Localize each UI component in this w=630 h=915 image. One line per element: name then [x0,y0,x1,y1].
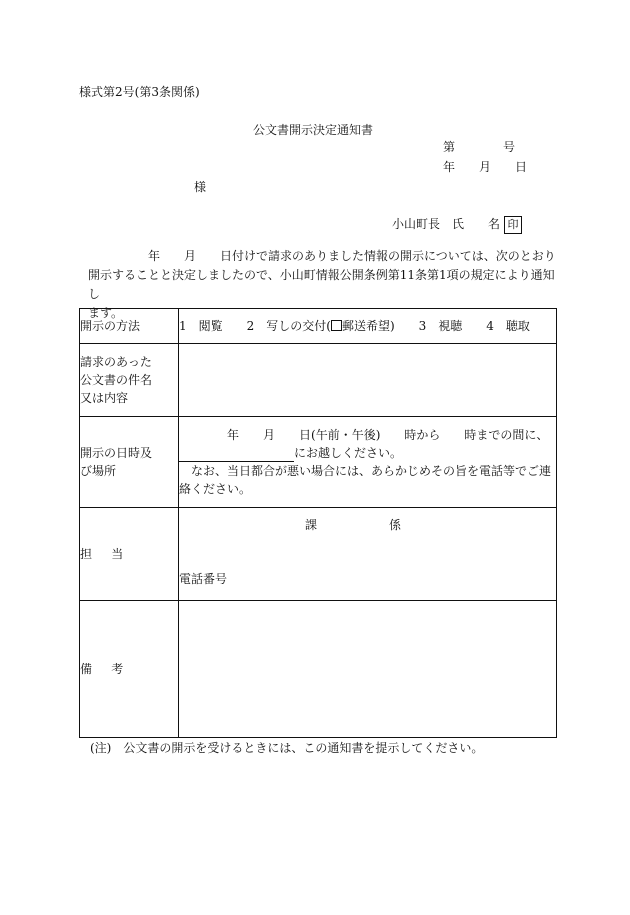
body-year: 年 [148,249,161,263]
addressee-line: 様 [194,180,207,194]
body-month: 月 [184,249,197,263]
method-option-watch: 3 視聴 [418,319,463,333]
row-remarks [80,601,557,738]
label-contact: 担当 [80,508,179,601]
disclosure-form-table [79,308,557,738]
body-line2: 開示することと決定しましたので、小山町情報公開条例第11条第1項の規定により通知し [88,268,555,301]
number-go: 号 [503,140,516,154]
row-disclosure-method [80,309,557,344]
form-number: 様式第2号(第3条関係) [79,85,200,99]
sender-shi: 氏 [452,217,465,231]
document-title: 公文書開示決定通知書 [253,123,374,137]
date-month-label: 月 [479,160,492,174]
row-disclosure-datetime [80,417,557,508]
value-disclosure-datetime: 年 月 日(午前・午後) 時から 時までの間に、 にお越しください。 なお、当日都合が悪い場合には、あらかじめその旨を電話等でご連 絡ください。 [179,417,557,508]
seal-stamp: 印 [504,216,522,234]
footer-note: (注) 公文書の開示を受けるときには、この通知書を提示してください。 [90,741,484,755]
method-option-listen: 4 聴取 [486,319,530,333]
label-disclosure-method: 開示の方法 [80,309,179,344]
method-option-copy: 2 写しの交付( 郵送希望) [246,319,395,333]
place-blank [179,448,294,462]
value-remarks [179,601,557,738]
label-disclosure-datetime: 開示の日時及 び場所 [80,417,179,508]
value-request-subject [179,344,557,417]
sender-title: 小山町長 [392,217,441,231]
mail-checkbox [331,320,342,331]
label-remarks: 備考 [80,601,179,738]
date-day-label: 日 [515,160,528,174]
sender-line [392,216,522,234]
document-number-line [443,139,515,155]
body-line1: 日付けで請求のありました情報の開示については、次のとおり [220,249,556,263]
body-line3: ます。 [88,306,124,320]
method-option-view: 1 閲覧 [179,319,223,333]
document-date-line [443,159,527,175]
value-contact: 課 係 電話番号 [179,508,557,601]
sender-mei: 名 [488,217,501,231]
row-contact [80,508,557,601]
row-request-subject [80,344,557,417]
date-year-label: 年 [443,160,456,174]
number-dai: 第 [443,140,456,154]
label-request-subject: 請求のあった 公文書の件名 又は内容 [80,344,179,417]
value-disclosure-method [179,309,557,344]
